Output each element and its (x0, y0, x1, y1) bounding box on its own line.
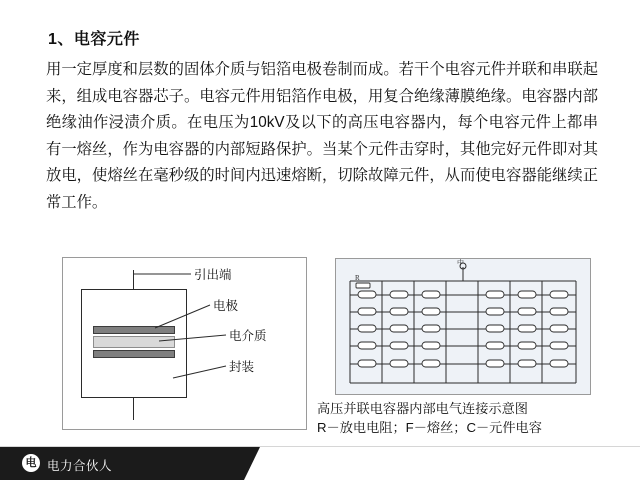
leader-lines (63, 258, 306, 429)
brand-logo-text: 电 (25, 456, 37, 469)
schematic-drawing (336, 259, 590, 394)
capacitor-element-diagram (62, 257, 307, 430)
footer-brand-band (0, 447, 244, 480)
brand-logo-icon (22, 454, 40, 472)
caption-line-1: 高压并联电容器内部电气连接示意图 (317, 401, 528, 416)
brand-name: 电力合伙人 (47, 459, 113, 473)
footer-bar (0, 447, 640, 480)
label-lead: 引出端 (194, 268, 232, 282)
label-dielectric: 电介质 (229, 329, 267, 343)
label-electrode: 电极 (213, 299, 239, 313)
figure-caption (317, 399, 617, 437)
body-paragraph: 用一定厚度和层数的固体介质与铝箔电极卷制而成。若干个电容元件并联和串联起来，组成电容器芯子。电容元件用铝箔作电极，用复合绝缘薄膜绝缘。电容器内部绝缘油作浸渍介质。在电压为10kV及以下的高压电容器内，每个电容元件上都串有一熔丝，作为电容器的内部短路保护。当某个元件击穿时，其他完好元件即对其放电，使熔丝在毫秒级的时间内迅速熔断，切除故障元件，从而使电容器能继续正常工作。 (46, 61, 598, 211)
caption-line-2: R－放电电阻；F－熔丝；C－元件电容 (317, 420, 542, 435)
schematic-node-label: 中 (457, 260, 464, 267)
label-package: 封装 (229, 360, 255, 374)
parallel-capacitor-schematic (335, 258, 591, 395)
page-title: 1、电容元件 (48, 31, 140, 48)
schematic-row-label: R (355, 274, 360, 282)
